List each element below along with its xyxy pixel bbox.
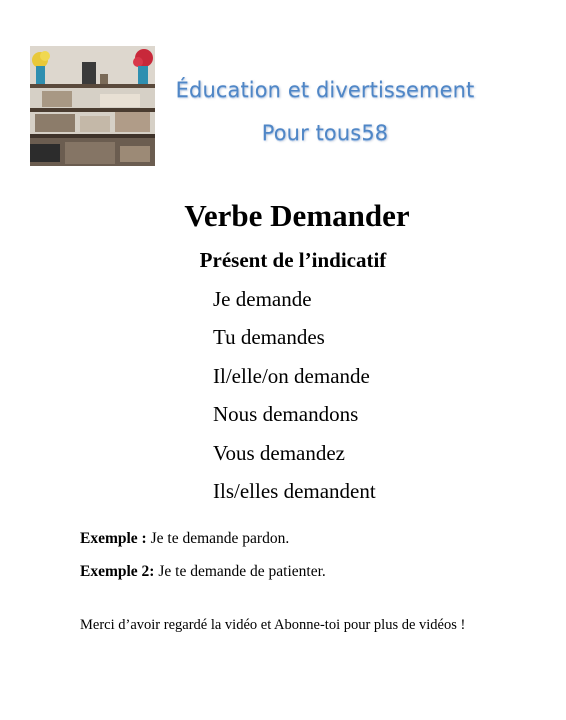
brand-title-line2: Pour tous58: [261, 121, 389, 145]
page-title: Verbe Demander: [184, 198, 410, 233]
example-2-text: Je te demande de patienter.: [154, 563, 326, 580]
bookshelf-photo-image: [30, 46, 155, 166]
header-photo: [30, 46, 155, 166]
conjugation-item: Vous demandez: [213, 440, 345, 465]
conjugation-list: [213, 284, 376, 514]
conjugation-item: Je demande: [213, 287, 312, 311]
conjugation-item: Il/elle/on demande: [213, 363, 370, 388]
footer-note: Merci d’avoir regardé la vidéo et Abonne-toi pour plus de vidéos !: [80, 617, 466, 633]
conjugation-item: Nous demandons: [213, 402, 359, 427]
example-1-label: Exemple :: [80, 530, 147, 547]
example-2-label: Exemple 2:: [80, 563, 155, 580]
brand-title-line1: Éducation et divertissement: [175, 78, 475, 102]
example-2: [80, 563, 326, 581]
tense-subtitle: Présent de l’indicatif: [199, 248, 387, 272]
example-1-text: Je te demande pardon.: [146, 530, 290, 547]
example-1: [80, 530, 289, 548]
conjugation-item: Ils/elles demandent: [213, 478, 376, 503]
conjugation-item: Tu demandes: [213, 325, 325, 350]
